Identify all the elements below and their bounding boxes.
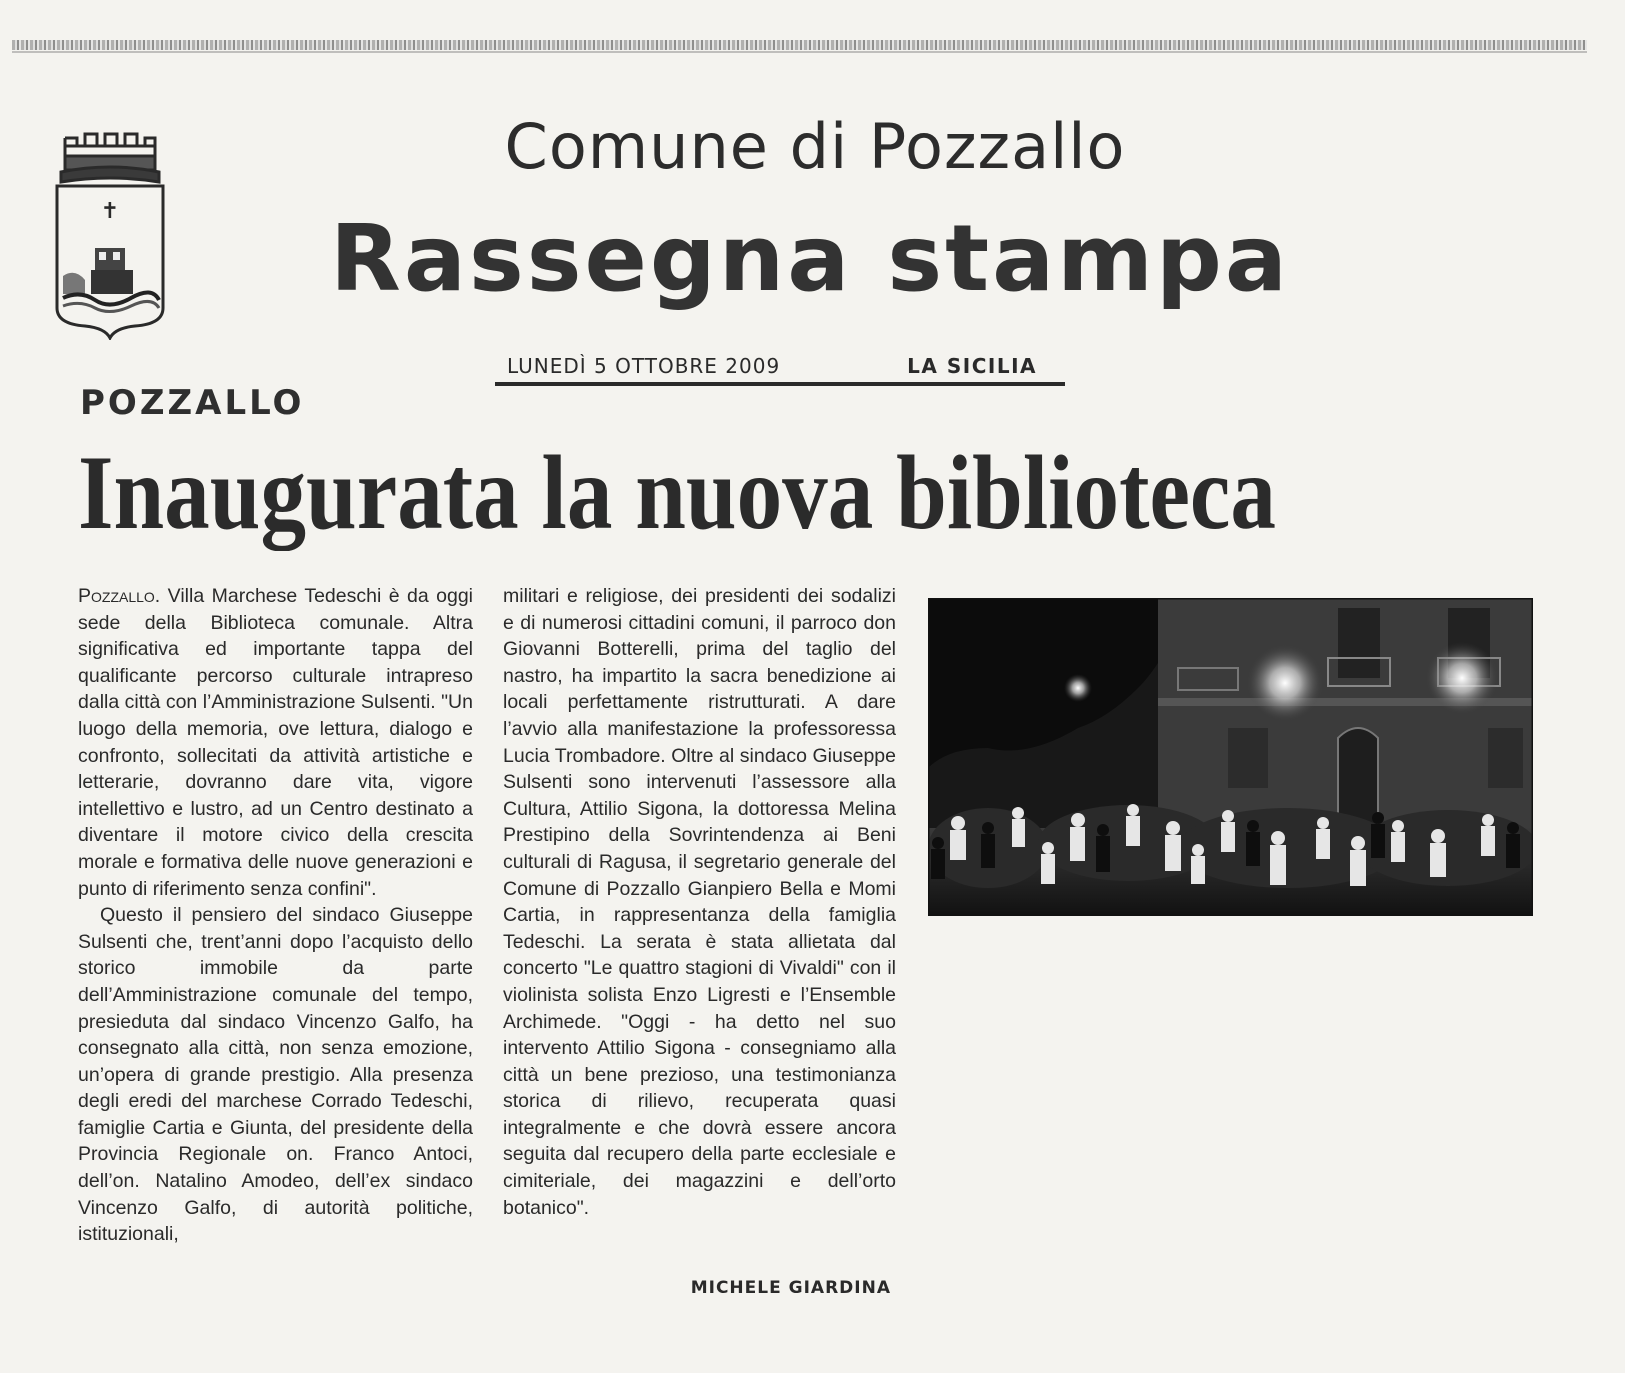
article-byline: MICHELE GIARDINA	[690, 1278, 891, 1298]
dateline-rule	[495, 382, 1065, 386]
dateline-lead: Pozzallo.	[78, 585, 161, 607]
svg-text:✝: ✝	[100, 199, 120, 224]
article-column-1	[78, 583, 473, 1248]
article-column-2	[503, 583, 896, 1221]
dateline	[495, 352, 1065, 382]
article-kicker: POZZALLO	[80, 383, 305, 423]
masthead-subtitle: Rassegna stampa	[330, 205, 1290, 312]
paragraph	[78, 583, 473, 902]
coat-of-arms-icon	[55, 130, 165, 340]
scan-top-border	[12, 40, 1587, 50]
scan-top-border-line	[12, 51, 1587, 53]
paragraph: militari e religiose, dei presidenti dei sodalizi e di numerosi cittadini comuni, il parroco don Giovanni Botterelli, prima del taglio del nastro, ha impartito la sacra benedizione ai locali perfettamente ristrutturati. A dare l’avvio alla manifestazione la professoressa Lucia Trombadore. Oltre al sindaco Giuseppe Sulsenti sono intervenuti l’assessore alla Cultura, Attilio Sigona, la dottoressa Melina Prestipino della Sovrintendenza ai Beni culturali di Ragusa, il segretario generale del Comune di Pozzallo Gianpiero Bella e Momi Cartia, in rappresentanza della famiglia Tedeschi. La serata è stata allietata dal concerto "Le quattro stagioni di Vivaldi" con il violinista solista Enzo Ligresti e l’Ensemble Archimede. "Oggi - ha detto nel suo intervento Attilio Sigona - consegniamo alla città un bene prezioso, una testimonianza storica di rilievo, recuperata quasi integralmente e che dovrà essere ancora seguita dal recupero della parte ecclesiale e cimiteriale, dei magazzini e dell’orto botanico".	[503, 585, 896, 1219]
publication-date: LUNEDÌ 5 OTTOBRE 2009	[507, 354, 781, 378]
event-photo	[928, 598, 1533, 916]
paragraph: Questo il pensiero del sindaco Giuseppe Sulsenti che, trent’anni dopo l’acquisto dello storico immobile da parte dell’Amministrazione comunale del tempo, presieduta dal sindaco Vincenzo Galfo, ha consegnato alla città, non senza emozione, un’opera di grande prestigio. Alla presenza degli eredi del marchese Corrado Tedeschi, famiglie Cartia e Giunta, del presidente della Provincia Regionale on. Franco Antoci, dell’on. Natalino Amodeo, dell’ex sindaco Vincenzo Galfo, di autorità politiche, istituzionali,	[78, 904, 473, 1246]
masthead-title: Comune di Pozzallo	[504, 110, 1126, 183]
newspaper-name: LA SICILIA	[907, 354, 1037, 378]
paragraph-text: Villa Marchese Tedeschi è da oggi sede della Biblioteca comunale. Altra significativa ed importante tappa del qualificante percorso culturale intrapreso dalla città con l’Amministrazione Sulsenti. "Un luogo della memoria, ove lettura, dialogo e confronto, sollecitati da attività artistiche e letterarie, dovranno dare vita, vigore intellettivo e lustro, ad un Centro destinato a diventare il motore civico della crescita morale e formativa delle nuove generazioni e punto di riferimento senza confini".	[78, 585, 474, 900]
article-headline: Inaugurata la nuova biblioteca	[78, 434, 1276, 551]
